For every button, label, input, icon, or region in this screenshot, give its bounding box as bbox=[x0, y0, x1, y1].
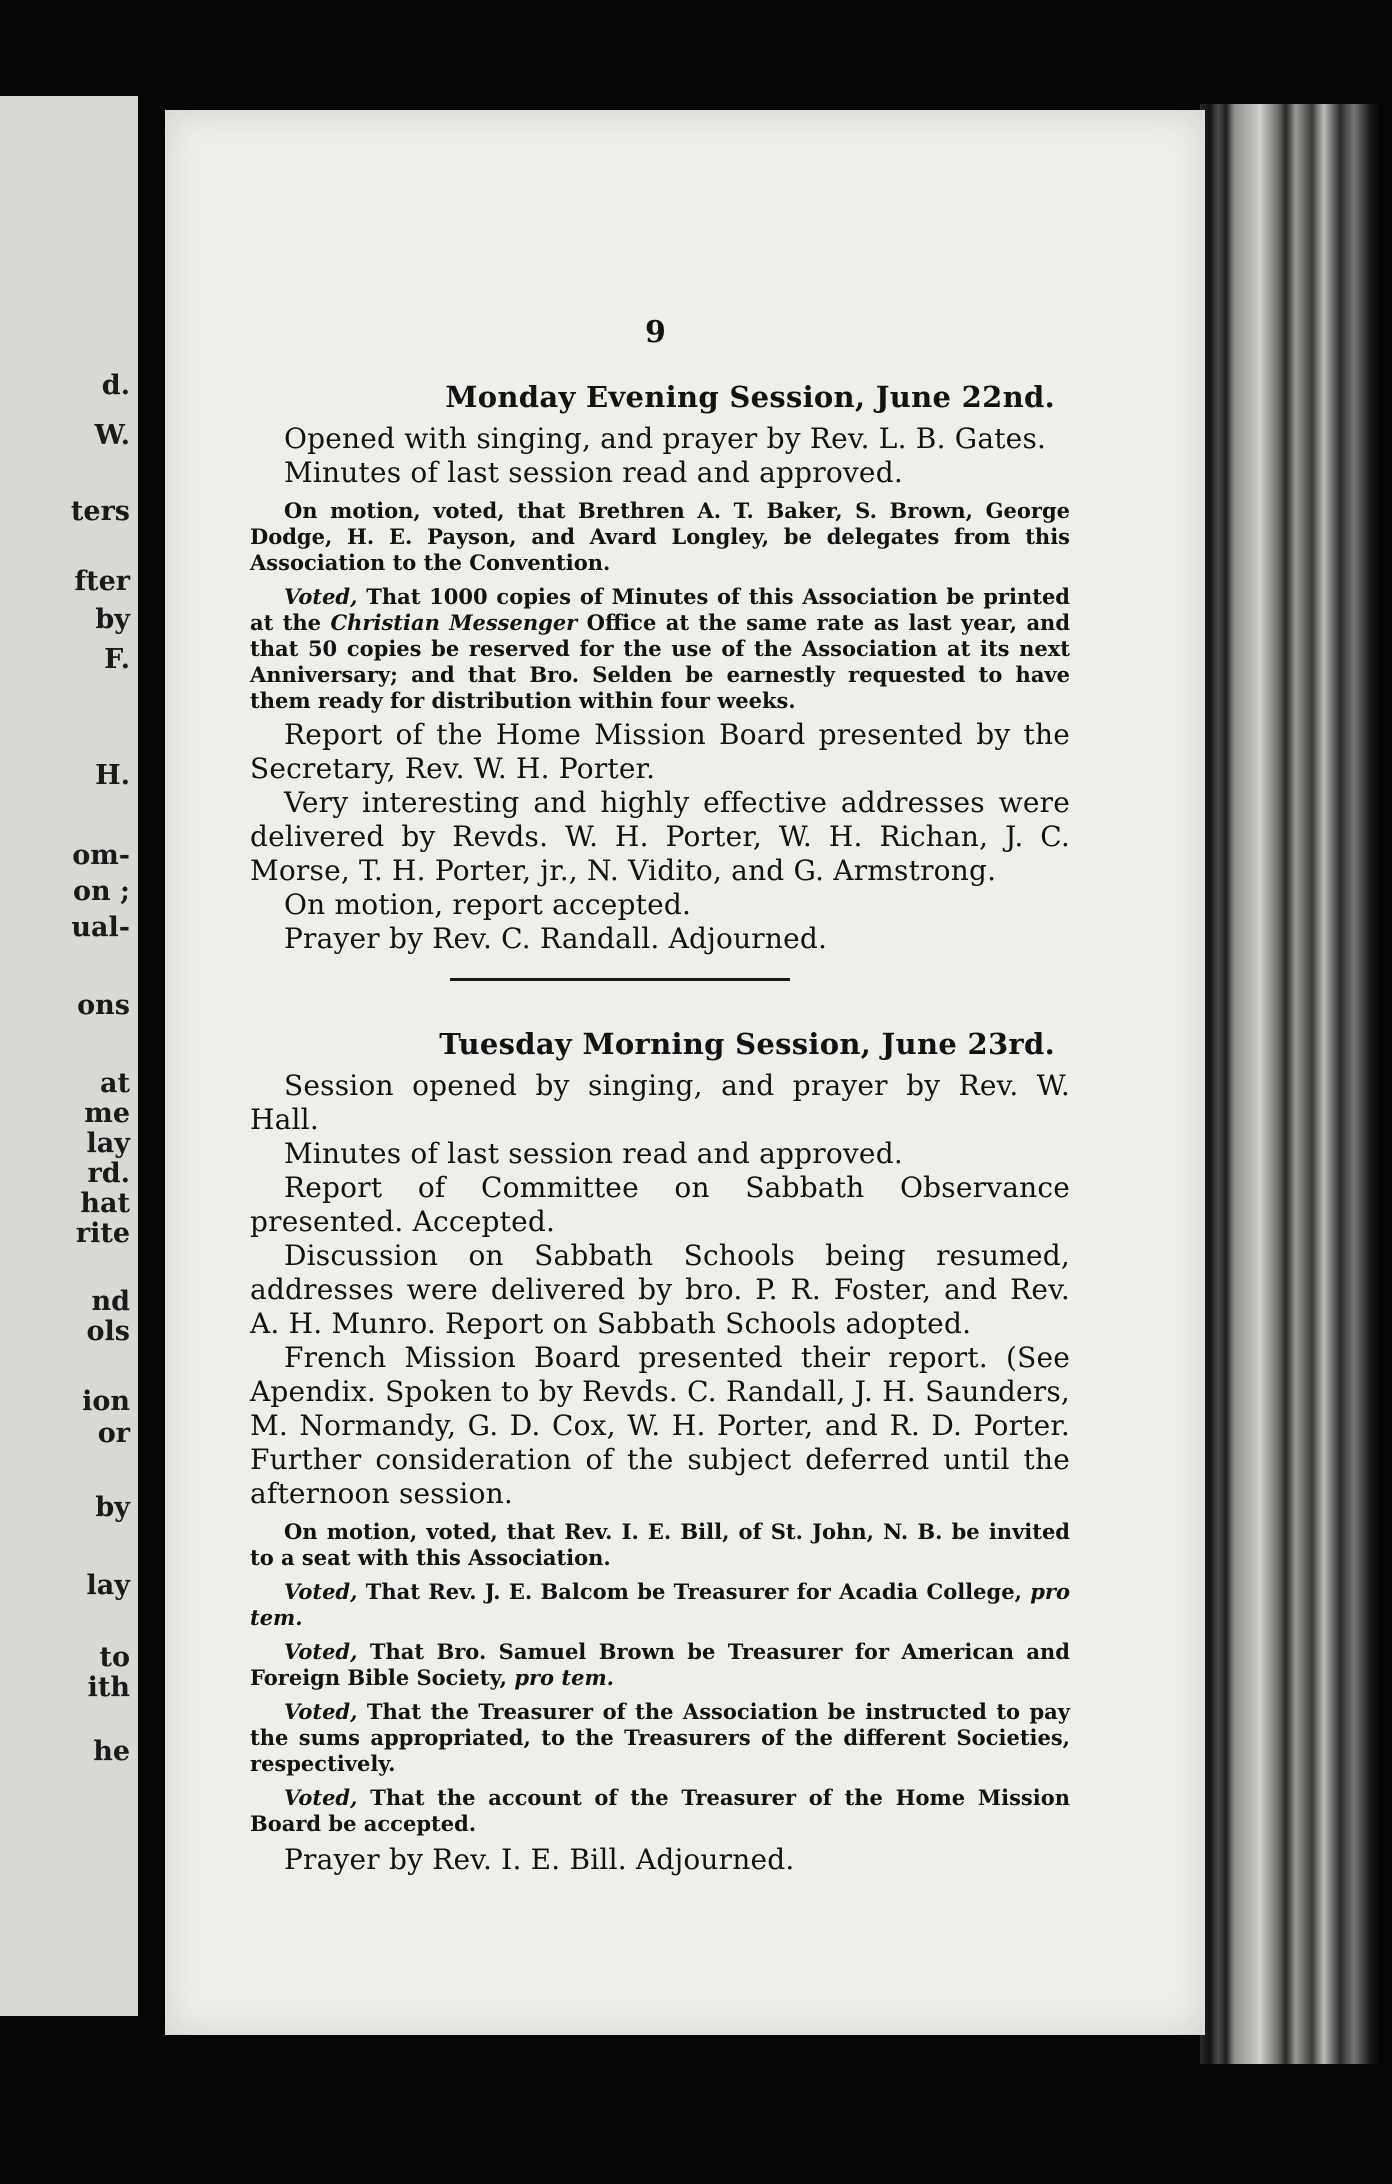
left-fragment: lay bbox=[86, 1570, 130, 1601]
paragraph: Report of the Home Mission Board presented by the Secretary, Rev. W. H. Porter. bbox=[250, 718, 1070, 785]
text-span: That 1000 copies of Minutes of this Association be printed at the bbox=[250, 584, 1070, 635]
text-span: That the account of the Treasurer of the Home Mission Board be accepted. bbox=[250, 1785, 1070, 1836]
paragraph: Discussion on Sabbath Schools being resumed, addresses were delivered by bro. P. R. Foster, and Rev. A. H. Munro. Report on Sabbath Schools adopted. bbox=[250, 1239, 1070, 1340]
paragraph: Report of Committee on Sabbath Observance presented. Accepted. bbox=[250, 1171, 1070, 1238]
left-fragment: by bbox=[95, 604, 130, 635]
left-fragment: d. bbox=[101, 370, 130, 401]
voted-lead: Voted, bbox=[284, 1639, 358, 1664]
page-number: 9 bbox=[645, 315, 666, 350]
left-fragment: on ; bbox=[72, 876, 130, 907]
left-fragment: fter bbox=[74, 566, 130, 597]
text-span: That the Treasurer of the Association be instructed to pay the sums appropriated, to the Treasurers of the different Societies, respectively. bbox=[250, 1699, 1070, 1776]
small-paragraph: On motion, voted, that Brethren A. T. Baker, S. Brown, George Dodge, H. E. Payson, and Avard Longley, be delegates from this Association to the Convention. bbox=[250, 498, 1070, 575]
left-fragment: rite bbox=[75, 1218, 130, 1249]
small-paragraph bbox=[250, 1785, 1070, 1837]
paragraph: Session opened by singing, and prayer by Rev. W. Hall. bbox=[250, 1069, 1070, 1136]
book-edge bbox=[1200, 104, 1380, 2064]
left-fragment: om- bbox=[72, 840, 130, 871]
page bbox=[165, 110, 1205, 2035]
small-paragraph bbox=[250, 1699, 1070, 1777]
left-fragment: me bbox=[84, 1098, 130, 1129]
voted-lead: Voted, bbox=[284, 584, 358, 609]
text-span: Office at the same rate as last year, and that 50 copies be reserved for the use of the Association at its next Anniversary; and that Bro. Selden be earnestly requested to have them ready for distribution within four weeks. bbox=[250, 610, 1071, 713]
paragraph: Opened with singing, and prayer by Rev. L. B. Gates. bbox=[284, 422, 1047, 455]
paragraph: On motion, report accepted. bbox=[284, 888, 692, 921]
left-fragment: rd. bbox=[87, 1158, 130, 1189]
text-span: That Bro. Samuel Brown be Treasurer for American and Foreign Bible Society, bbox=[250, 1639, 1070, 1690]
left-page-fragment bbox=[0, 96, 138, 2016]
left-fragment: ith bbox=[87, 1672, 130, 1703]
left-fragment: F. bbox=[104, 644, 130, 675]
paragraph: Prayer by Rev. I. E. Bill. Adjourned. bbox=[284, 1843, 795, 1876]
small-paragraph bbox=[250, 1639, 1070, 1691]
section-heading-monday: Monday Evening Session, June 22nd. bbox=[445, 380, 1055, 414]
left-fragment: lay bbox=[86, 1128, 130, 1159]
left-fragment: ols bbox=[86, 1316, 130, 1347]
left-fragment: W. bbox=[94, 420, 130, 451]
voted-lead: Voted, bbox=[284, 1785, 358, 1810]
text-span: That Rev. J. E. Balcom be Treasurer for Acadia College, bbox=[357, 1579, 1031, 1604]
left-fragment: nd bbox=[91, 1286, 130, 1317]
left-fragment: hat bbox=[80, 1188, 130, 1219]
section-tuesday bbox=[250, 1027, 1070, 1877]
left-fragment: at bbox=[100, 1068, 130, 1099]
paragraph: French Mission Board presented their report. (See Apendix. Spoken to by Revds. C. Randall, J. H. Saunders, M. Normandy, G. D. Cox, W. H. Porter, and R. D. Porter. Further consideration of the subject deferred until the afternoon session. bbox=[250, 1341, 1070, 1510]
left-fragment: ters bbox=[70, 496, 130, 527]
left-fragment: ons bbox=[77, 990, 130, 1021]
left-fragment: ual- bbox=[71, 912, 130, 943]
small-paragraph bbox=[250, 1579, 1070, 1631]
section-heading-tuesday: Tuesday Morning Session, June 23rd. bbox=[439, 1027, 1055, 1061]
italic-span: pro tem. bbox=[514, 1665, 614, 1690]
small-paragraph bbox=[250, 584, 1070, 714]
paragraph: Minutes of last session read and approved. bbox=[284, 456, 903, 489]
paragraph: Prayer by Rev. C. Randall. Adjourned. bbox=[284, 922, 828, 955]
left-fragment: he bbox=[93, 1736, 130, 1767]
paragraph: Minutes of last session read and approved. bbox=[284, 1137, 903, 1170]
left-fragment: by bbox=[95, 1492, 130, 1523]
italic-span: pro tem. bbox=[250, 1579, 1070, 1630]
left-fragment: ion bbox=[82, 1386, 130, 1417]
section-divider bbox=[450, 978, 790, 981]
left-fragment: H. bbox=[95, 760, 130, 791]
voted-lead: Voted, bbox=[284, 1699, 358, 1724]
paragraph: Very interesting and highly effective addresses were delivered by Revds. W. H. Porter, W. H. Richan, J. C. Morse, T. H. Porter, jr., N. Vidito, and G. Armstrong. bbox=[250, 786, 1070, 887]
left-fragment: or bbox=[97, 1418, 130, 1449]
italic-span: Christian Messenger bbox=[330, 610, 578, 635]
small-paragraph: On motion, voted, that Rev. I. E. Bill, of St. John, N. B. be invited to a seat with this Association. bbox=[250, 1519, 1070, 1570]
page-content bbox=[250, 380, 1070, 1877]
left-fragment: to bbox=[99, 1642, 130, 1673]
voted-lead: Voted, bbox=[284, 1579, 358, 1604]
